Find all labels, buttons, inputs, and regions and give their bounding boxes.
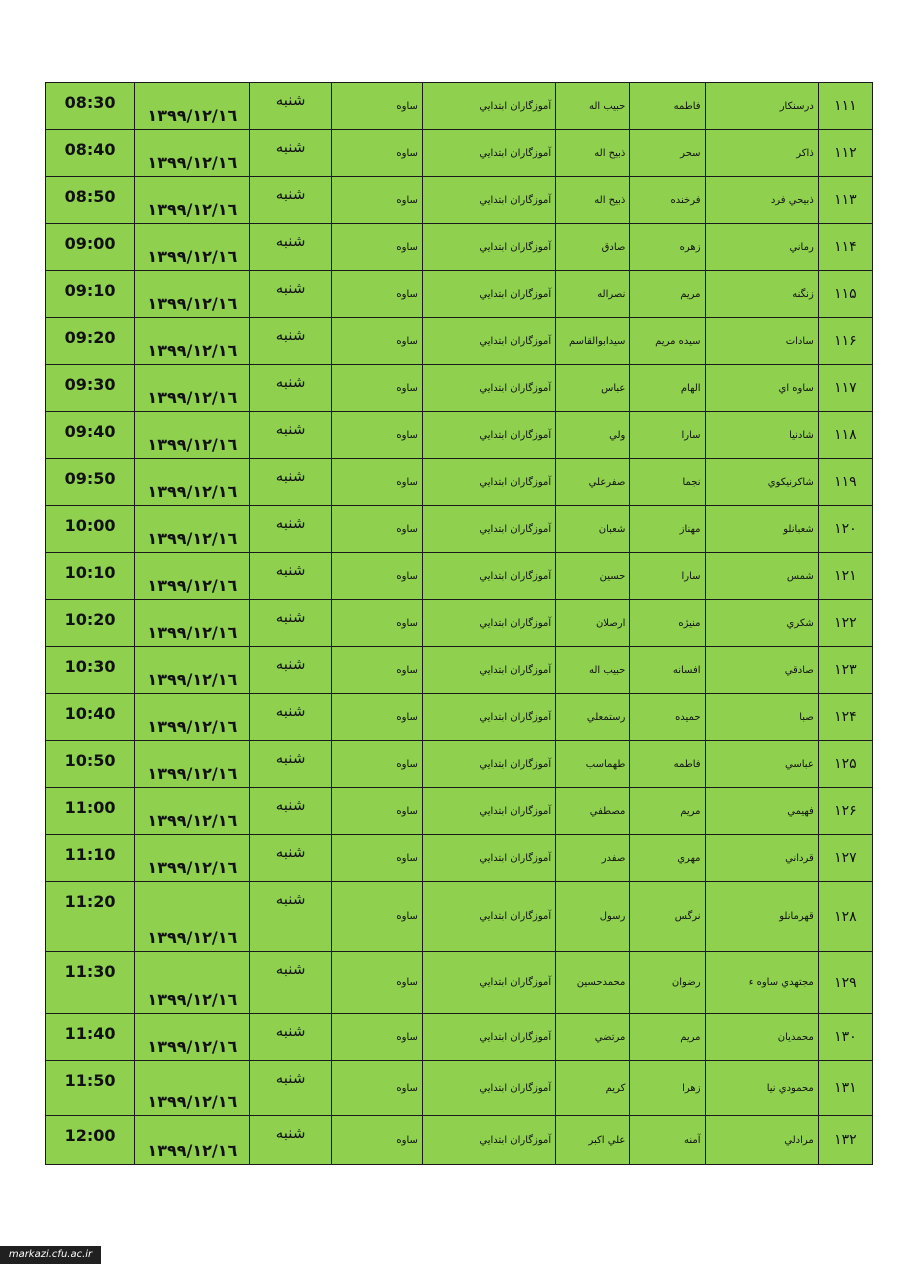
city-cell: ساوه <box>331 130 422 177</box>
day-cell: شنبه <box>250 1116 331 1165</box>
row-number-cell: ١١٣ <box>818 177 872 224</box>
time-cell: 10:30 <box>46 647 135 694</box>
row-number-cell: ١١٨ <box>818 412 872 459</box>
first-name-cell: مريم <box>630 271 705 318</box>
group-cell: آموزگاران ابتدايي <box>422 694 555 741</box>
date-cell: ١٣٩٩/١٢/١٦ <box>135 365 250 412</box>
table-row <box>46 788 873 835</box>
table-row <box>46 647 873 694</box>
time-cell: 11:30 <box>46 952 135 1014</box>
day-cell: شنبه <box>250 647 331 694</box>
first-name-cell: مهناز <box>630 506 705 553</box>
city-cell: ساوه <box>331 1116 422 1165</box>
city-cell: ساوه <box>331 224 422 271</box>
time-cell: 10:10 <box>46 553 135 600</box>
last-name-cell: محمودي نيا <box>705 1061 818 1116</box>
last-name-cell: مجتهدي ساوه ء <box>705 952 818 1014</box>
day-cell: شنبه <box>250 412 331 459</box>
table-row <box>46 412 873 459</box>
row-number-cell: ١٢٢ <box>818 600 872 647</box>
time-cell: 12:00 <box>46 1116 135 1165</box>
last-name-cell: شمس <box>705 553 818 600</box>
father-name-cell: صادق <box>556 224 630 271</box>
first-name-cell: نجما <box>630 459 705 506</box>
father-name-cell: سيدابوالقاسم <box>556 318 630 365</box>
table-row <box>46 882 873 952</box>
row-number-cell: ١٣١ <box>818 1061 872 1116</box>
father-name-cell: محمدحسين <box>556 952 630 1014</box>
day-cell: شنبه <box>250 177 331 224</box>
time-cell: 08:40 <box>46 130 135 177</box>
group-cell: آموزگاران ابتدايي <box>422 506 555 553</box>
date-cell: ١٣٩٩/١٢/١٦ <box>135 788 250 835</box>
row-number-cell: ١٢٧ <box>818 835 872 882</box>
time-cell: 11:00 <box>46 788 135 835</box>
table-row <box>46 130 873 177</box>
father-name-cell: كريم <box>556 1061 630 1116</box>
table-row <box>46 694 873 741</box>
first-name-cell: مريم <box>630 788 705 835</box>
row-number-cell: ١٣٢ <box>818 1116 872 1165</box>
city-cell: ساوه <box>331 553 422 600</box>
row-number-cell: ١٢٨ <box>818 882 872 952</box>
group-cell: آموزگاران ابتدايي <box>422 788 555 835</box>
row-number-cell: ١١۶ <box>818 318 872 365</box>
city-cell: ساوه <box>331 1014 422 1061</box>
city-cell: ساوه <box>331 365 422 412</box>
group-cell: آموزگاران ابتدايي <box>422 952 555 1014</box>
date-cell: ١٣٩٩/١٢/١٦ <box>135 600 250 647</box>
group-cell: آموزگاران ابتدايي <box>422 365 555 412</box>
table-row <box>46 952 873 1014</box>
time-cell: 09:50 <box>46 459 135 506</box>
row-number-cell: ١٢١ <box>818 553 872 600</box>
date-cell: ١٣٩٩/١٢/١٦ <box>135 130 250 177</box>
table-row <box>46 177 873 224</box>
father-name-cell: شعبان <box>556 506 630 553</box>
first-name-cell: فاطمه <box>630 83 705 130</box>
last-name-cell: شادنيا <box>705 412 818 459</box>
father-name-cell: حبيب اله <box>556 83 630 130</box>
table-row <box>46 459 873 506</box>
last-name-cell: رماني <box>705 224 818 271</box>
group-cell: آموزگاران ابتدايي <box>422 412 555 459</box>
time-cell: 09:20 <box>46 318 135 365</box>
table-row <box>46 83 873 130</box>
watermark-label: markazi.cfu.ac.ir <box>0 1246 101 1264</box>
row-number-cell: ١٢٩ <box>818 952 872 1014</box>
father-name-cell: ذبيح اله <box>556 130 630 177</box>
table-row <box>46 1061 873 1116</box>
first-name-cell: حميده <box>630 694 705 741</box>
date-cell: ١٣٩٩/١٢/١٦ <box>135 1116 250 1165</box>
time-cell: 11:10 <box>46 835 135 882</box>
father-name-cell: مرتضي <box>556 1014 630 1061</box>
date-cell: ١٣٩٩/١٢/١٦ <box>135 952 250 1014</box>
time-cell: 10:40 <box>46 694 135 741</box>
table-body <box>46 83 873 1165</box>
father-name-cell: طهماسب <box>556 741 630 788</box>
table-row <box>46 318 873 365</box>
first-name-cell: سارا <box>630 553 705 600</box>
group-cell: آموزگاران ابتدايي <box>422 83 555 130</box>
row-number-cell: ١٢٠ <box>818 506 872 553</box>
table-row <box>46 506 873 553</box>
last-name-cell: درسنكار <box>705 83 818 130</box>
father-name-cell: مصطفي <box>556 788 630 835</box>
date-cell: ١٣٩٩/١٢/١٦ <box>135 83 250 130</box>
city-cell: ساوه <box>331 600 422 647</box>
father-name-cell: علي اكبر <box>556 1116 630 1165</box>
time-cell: 11:40 <box>46 1014 135 1061</box>
time-cell: 10:00 <box>46 506 135 553</box>
day-cell: شنبه <box>250 130 331 177</box>
time-cell: 09:10 <box>46 271 135 318</box>
day-cell: شنبه <box>250 694 331 741</box>
date-cell: ١٣٩٩/١٢/١٦ <box>135 694 250 741</box>
time-cell: 10:20 <box>46 600 135 647</box>
first-name-cell: زهره <box>630 224 705 271</box>
date-cell: ١٣٩٩/١٢/١٦ <box>135 271 250 318</box>
group-cell: آموزگاران ابتدايي <box>422 835 555 882</box>
first-name-cell: سيده مريم <box>630 318 705 365</box>
day-cell: شنبه <box>250 1014 331 1061</box>
father-name-cell: ارصلان <box>556 600 630 647</box>
group-cell: آموزگاران ابتدايي <box>422 647 555 694</box>
day-cell: شنبه <box>250 788 331 835</box>
first-name-cell: نرگس <box>630 882 705 952</box>
day-cell: شنبه <box>250 83 331 130</box>
last-name-cell: ساوه اي <box>705 365 818 412</box>
last-name-cell: ذبيحي فرد <box>705 177 818 224</box>
date-cell: ١٣٩٩/١٢/١٦ <box>135 553 250 600</box>
group-cell: آموزگاران ابتدايي <box>422 553 555 600</box>
first-name-cell: الهام <box>630 365 705 412</box>
last-name-cell: صادقي <box>705 647 818 694</box>
date-cell: ١٣٩٩/١٢/١٦ <box>135 882 250 952</box>
first-name-cell: افسانه <box>630 647 705 694</box>
last-name-cell: مرادلي <box>705 1116 818 1165</box>
father-name-cell: نصراله <box>556 271 630 318</box>
time-cell: 08:30 <box>46 83 135 130</box>
date-cell: ١٣٩٩/١٢/١٦ <box>135 318 250 365</box>
table-row <box>46 271 873 318</box>
first-name-cell: مريم <box>630 1014 705 1061</box>
table-row <box>46 1014 873 1061</box>
group-cell: آموزگاران ابتدايي <box>422 459 555 506</box>
date-cell: ١٣٩٩/١٢/١٦ <box>135 647 250 694</box>
day-cell: شنبه <box>250 882 331 952</box>
father-name-cell: صفرعلي <box>556 459 630 506</box>
first-name-cell: سحر <box>630 130 705 177</box>
first-name-cell: فرخنده <box>630 177 705 224</box>
time-cell: 09:30 <box>46 365 135 412</box>
last-name-cell: قرداني <box>705 835 818 882</box>
group-cell: آموزگاران ابتدايي <box>422 1061 555 1116</box>
last-name-cell: عباسي <box>705 741 818 788</box>
last-name-cell: شاكرنيكوي <box>705 459 818 506</box>
time-cell: 11:50 <box>46 1061 135 1116</box>
date-cell: ١٣٩٩/١٢/١٦ <box>135 224 250 271</box>
time-cell: 09:40 <box>46 412 135 459</box>
table-row <box>46 1116 873 1165</box>
row-number-cell: ١١٩ <box>818 459 872 506</box>
row-number-cell: ١٢٣ <box>818 647 872 694</box>
group-cell: آموزگاران ابتدايي <box>422 741 555 788</box>
date-cell: ١٣٩٩/١٢/١٦ <box>135 459 250 506</box>
date-cell: ١٣٩٩/١٢/١٦ <box>135 177 250 224</box>
first-name-cell: مهري <box>630 835 705 882</box>
row-number-cell: ١٢۵ <box>818 741 872 788</box>
day-cell: شنبه <box>250 224 331 271</box>
group-cell: آموزگاران ابتدايي <box>422 882 555 952</box>
city-cell: ساوه <box>331 412 422 459</box>
group-cell: آموزگاران ابتدايي <box>422 600 555 647</box>
city-cell: ساوه <box>331 177 422 224</box>
row-number-cell: ١١٧ <box>818 365 872 412</box>
day-cell: شنبه <box>250 1061 331 1116</box>
day-cell: شنبه <box>250 741 331 788</box>
table-row <box>46 835 873 882</box>
row-number-cell: ١١٢ <box>818 130 872 177</box>
date-cell: ١٣٩٩/١٢/١٦ <box>135 1014 250 1061</box>
city-cell: ساوه <box>331 83 422 130</box>
day-cell: شنبه <box>250 459 331 506</box>
row-number-cell: ١٣٠ <box>818 1014 872 1061</box>
father-name-cell: حسين <box>556 553 630 600</box>
father-name-cell: رستمعلي <box>556 694 630 741</box>
day-cell: شنبه <box>250 952 331 1014</box>
table-row <box>46 365 873 412</box>
first-name-cell: رضوان <box>630 952 705 1014</box>
first-name-cell: آمنه <box>630 1116 705 1165</box>
city-cell: ساوه <box>331 318 422 365</box>
table-row <box>46 741 873 788</box>
group-cell: آموزگاران ابتدايي <box>422 271 555 318</box>
last-name-cell: شكري <box>705 600 818 647</box>
last-name-cell: صبا <box>705 694 818 741</box>
father-name-cell: صفدر <box>556 835 630 882</box>
day-cell: شنبه <box>250 365 331 412</box>
table-row <box>46 224 873 271</box>
row-number-cell: ١٢۶ <box>818 788 872 835</box>
time-cell: 08:50 <box>46 177 135 224</box>
last-name-cell: ذاكر <box>705 130 818 177</box>
group-cell: آموزگاران ابتدايي <box>422 1116 555 1165</box>
table-row <box>46 553 873 600</box>
row-number-cell: ١١۵ <box>818 271 872 318</box>
city-cell: ساوه <box>331 788 422 835</box>
father-name-cell: حبيب اله <box>556 647 630 694</box>
time-cell: 11:20 <box>46 882 135 952</box>
city-cell: ساوه <box>331 1061 422 1116</box>
city-cell: ساوه <box>331 459 422 506</box>
row-number-cell: ١٢۴ <box>818 694 872 741</box>
city-cell: ساوه <box>331 647 422 694</box>
father-name-cell: ولي <box>556 412 630 459</box>
date-cell: ١٣٩٩/١٢/١٦ <box>135 506 250 553</box>
last-name-cell: محمديان <box>705 1014 818 1061</box>
last-name-cell: فهيمي <box>705 788 818 835</box>
father-name-cell: رسول <box>556 882 630 952</box>
city-cell: ساوه <box>331 952 422 1014</box>
last-name-cell: قهرمانلو <box>705 882 818 952</box>
last-name-cell: شعبانلو <box>705 506 818 553</box>
city-cell: ساوه <box>331 882 422 952</box>
table-row <box>46 600 873 647</box>
day-cell: شنبه <box>250 318 331 365</box>
city-cell: ساوه <box>331 694 422 741</box>
first-name-cell: منيژه <box>630 600 705 647</box>
group-cell: آموزگاران ابتدايي <box>422 177 555 224</box>
city-cell: ساوه <box>331 835 422 882</box>
city-cell: ساوه <box>331 741 422 788</box>
row-number-cell: ١١۴ <box>818 224 872 271</box>
day-cell: شنبه <box>250 553 331 600</box>
date-cell: ١٣٩٩/١٢/١٦ <box>135 1061 250 1116</box>
group-cell: آموزگاران ابتدايي <box>422 318 555 365</box>
last-name-cell: زنگنه <box>705 271 818 318</box>
father-name-cell: ذبيح اله <box>556 177 630 224</box>
day-cell: شنبه <box>250 835 331 882</box>
day-cell: شنبه <box>250 600 331 647</box>
group-cell: آموزگاران ابتدايي <box>422 224 555 271</box>
time-cell: 10:50 <box>46 741 135 788</box>
date-cell: ١٣٩٩/١٢/١٦ <box>135 741 250 788</box>
city-cell: ساوه <box>331 506 422 553</box>
first-name-cell: فاطمه <box>630 741 705 788</box>
group-cell: آموزگاران ابتدايي <box>422 130 555 177</box>
last-name-cell: سادات <box>705 318 818 365</box>
first-name-cell: زهرا <box>630 1061 705 1116</box>
father-name-cell: عباس <box>556 365 630 412</box>
day-cell: شنبه <box>250 271 331 318</box>
row-number-cell: ١١١ <box>818 83 872 130</box>
date-cell: ١٣٩٩/١٢/١٦ <box>135 412 250 459</box>
city-cell: ساوه <box>331 271 422 318</box>
day-cell: شنبه <box>250 506 331 553</box>
first-name-cell: سارا <box>630 412 705 459</box>
time-cell: 09:00 <box>46 224 135 271</box>
schedule-table <box>45 82 873 1165</box>
group-cell: آموزگاران ابتدايي <box>422 1014 555 1061</box>
date-cell: ١٣٩٩/١٢/١٦ <box>135 835 250 882</box>
